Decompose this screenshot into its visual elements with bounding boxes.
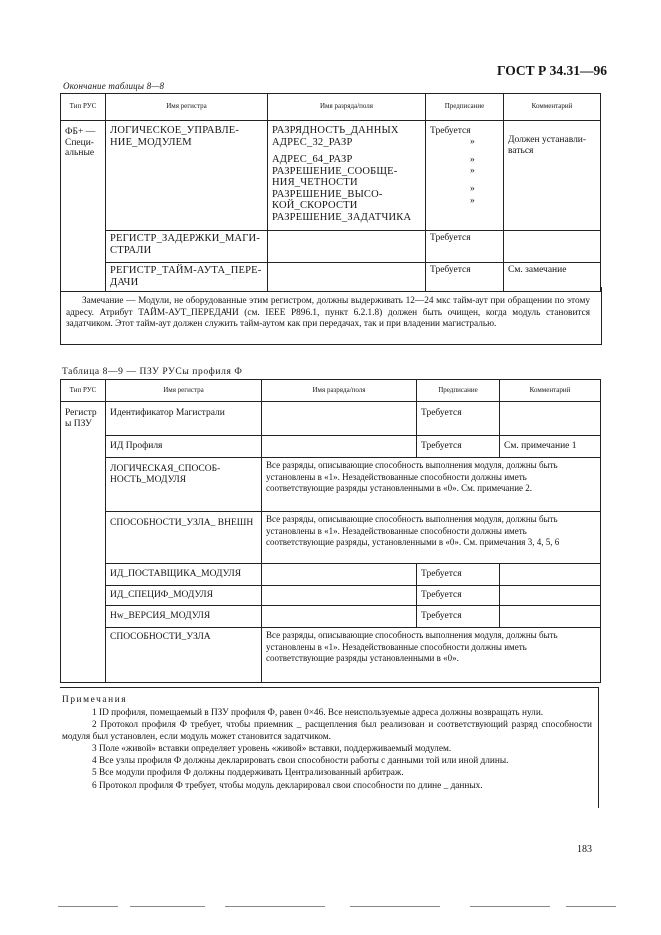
description-cell: Все разряды, описывающие способность выполнения модуля, должны быть установлены в «1». Незадействованные способности должны иметь соответствующие разряды, установленными в «0». См. примечания 3, 4, 5, 6	[262, 512, 601, 564]
standard-code: ГОСТ Р 34.31—96	[497, 63, 608, 78]
note-item: 4 Все узлы профиля Ф должны декларировать свои способности работы с данными той или иной длины.	[92, 756, 509, 767]
prescription-cell: Требуется	[417, 436, 500, 458]
table-header-row	[61, 380, 601, 402]
comment-cell: См. замечание	[504, 263, 601, 292]
table-row	[61, 402, 601, 436]
col-header-field: Имя разряда/поля	[262, 380, 417, 402]
register-name-cell: ИД_ПОСТАВЩИКА_МОДУЛЯ	[106, 564, 262, 586]
table-caption: Таблица 8—9 — ПЗУ РУСы профиля Ф	[62, 367, 243, 377]
prescription-cell: Требуется	[426, 231, 504, 263]
field-name: РАЗРЕШЕНИЕ_ВЫСО-КОЙ_СКОРОСТИ	[272, 188, 383, 212]
ditto-marks: » » » » »	[470, 136, 475, 207]
field-names-cell	[268, 121, 426, 231]
col-header-register: Имя регистра	[106, 380, 262, 402]
table-row	[61, 231, 601, 263]
comment-cell: Должен устанавли-ваться	[504, 121, 601, 231]
col-header-type: Тип РУС	[61, 380, 106, 402]
comment-cell: См. примечание 1	[500, 436, 601, 458]
description-cell: Все разряды, описывающие способность выполнения модуля, должны быть установлены в «1». Незадействованные способности должны иметь соответствующие разряды установленными в «0».	[262, 628, 601, 683]
col-header-comment: Комментарий	[500, 380, 601, 402]
register-name-cell: РЕГИСТР_ТАЙМ-АУТА_ПЕРЕ-ДАЧИ	[106, 263, 268, 292]
prescription-cell: Требуется	[417, 586, 500, 606]
comment-cell	[500, 564, 601, 586]
table-row	[61, 458, 601, 512]
footer-rule	[225, 906, 325, 907]
footer-rule	[350, 906, 440, 907]
notes-block	[62, 694, 592, 792]
register-name-cell: ИД Профиля	[106, 436, 262, 458]
table-continuation-label: Окончание таблицы 8—8	[63, 81, 165, 91]
col-header-register: Имя регистра	[106, 94, 268, 121]
table-row	[61, 121, 601, 231]
col-header-field: Имя разряда/поля	[268, 94, 426, 121]
field-cell	[262, 402, 417, 436]
table-8-8-note: Замечание — Модули, не оборудованные этим регистром, должны выдерживать 12—24 мкс тайм-аут при обращении по этому адресу. Атрибут ТАЙМ-АУТ_ПЕРЕДАЧИ (см. IEEE P896.1, пункт 6.2.1.8) должен быть очищен, когда модуль становится задатчиком. Этот тайм-аут должен служить тайм-аутом как при передачах, так и при владении магистралью.	[66, 296, 590, 330]
note-item: 3 Поле «живой» вставки определяет уровень «живой» вставки, поддерживаемый модулем.	[92, 744, 452, 755]
register-name-cell: СПОСОБНОСТИ_УЗЛА	[106, 628, 262, 683]
field-cell	[262, 606, 417, 628]
register-name-cell: ИД_СПЕЦИФ_МОДУЛЯ	[106, 586, 262, 606]
comment-cell	[500, 606, 601, 628]
field-cell	[262, 436, 417, 458]
note-item: 1 ID профиля, помещаемый в ПЗУ профиля Ф, равен 0×46. Все неиспользуемые адреса должны возвращать нули.	[92, 708, 544, 719]
field-name: АДРЕС_32_РАЗР	[272, 136, 353, 148]
field-name: РАЗРЕШЕНИЕ_ЗАДАТЧИКА	[272, 211, 412, 223]
table-8-9	[60, 379, 601, 683]
table-row	[61, 512, 601, 564]
note-item: 2 Протокол профиля Ф требует, чтобы приемник _ расщепления был реализован и соответствующий разряд способности модуля был установлен, если модуль может становится задатчиком.	[62, 720, 592, 743]
page-number: 183	[577, 844, 592, 855]
register-name-cell: СПОСОБНОСТИ_УЗЛА_ ВНЕШН	[106, 512, 262, 564]
prescription-cell: Требуется	[417, 402, 500, 436]
table-row	[61, 586, 601, 606]
col-header-prescription: Предписание	[426, 94, 504, 121]
field-names-cell	[268, 231, 426, 263]
table-row	[61, 564, 601, 586]
register-type-cell: ФБ+ — Специ-альные	[61, 121, 106, 292]
table-row	[61, 436, 601, 458]
register-name-cell: РЕГИСТР_ЗАДЕРЖКИ_МАГИ-СТРАЛИ	[106, 231, 268, 263]
comment-cell	[500, 402, 601, 436]
field-name: РАЗРЯДНОСТЬ_ДАННЫХ	[272, 125, 399, 136]
register-name-cell: Hw_ВЕРСИЯ_МОДУЛЯ	[106, 606, 262, 628]
footer-rule	[566, 906, 616, 907]
prescription-cell: Требуется » » » » »	[426, 121, 504, 231]
table-row	[61, 628, 601, 683]
register-type-cell: Регистры ПЗУ	[61, 402, 106, 683]
description-cell: Все разряды, описывающие способность выполнения модуля, должны быть установлены в «1». Незадействованные способности должны иметь соответствующие разряды установленными в «0». См. примечание 2.	[262, 458, 601, 512]
table-row	[61, 606, 601, 628]
note-item: 5 Все модули профиля Ф должны поддерживать Централизованный арбитраж.	[92, 768, 404, 779]
table-header-row	[61, 94, 601, 121]
field-name: АДРЕС_64_РАЗР	[272, 154, 353, 166]
register-name-cell: ЛОГИЧЕСКОЕ_УПРАВЛЕ-НИЕ_МОДУЛЕМ	[106, 121, 268, 231]
comment-cell	[500, 586, 601, 606]
register-name-cell: ЛОГИЧЕСКАЯ_СПОСОБ-НОСТЬ_МОДУЛЯ	[106, 458, 262, 512]
footer-rule	[58, 906, 118, 907]
col-header-comment: Комментарий	[504, 94, 601, 121]
notes-title: Примечания	[62, 695, 128, 705]
table-8-8	[60, 93, 601, 292]
prescription-cell: Требуется	[426, 263, 504, 292]
col-header-prescription: Предписание	[417, 380, 500, 402]
field-name: РАЗРЕШЕНИЕ_СООБЩЕ-НИЯ_ЧЕТНОСТИ	[272, 165, 398, 189]
footer-rule	[130, 906, 205, 907]
register-name-cell: Идентификатор Магистрали	[106, 402, 262, 436]
prescription-cell: Требуется	[417, 564, 500, 586]
comment-cell	[504, 231, 601, 263]
col-header-type: Тип РУС	[61, 94, 106, 121]
footer-rule	[470, 906, 550, 907]
prescription-cell: Требуется	[417, 606, 500, 628]
field-cell	[262, 564, 417, 586]
field-cell	[262, 586, 417, 606]
note-item: 6 Протокол профиля Ф требует, чтобы модуль декларировал свои способности по длине _ данных.	[92, 780, 483, 791]
